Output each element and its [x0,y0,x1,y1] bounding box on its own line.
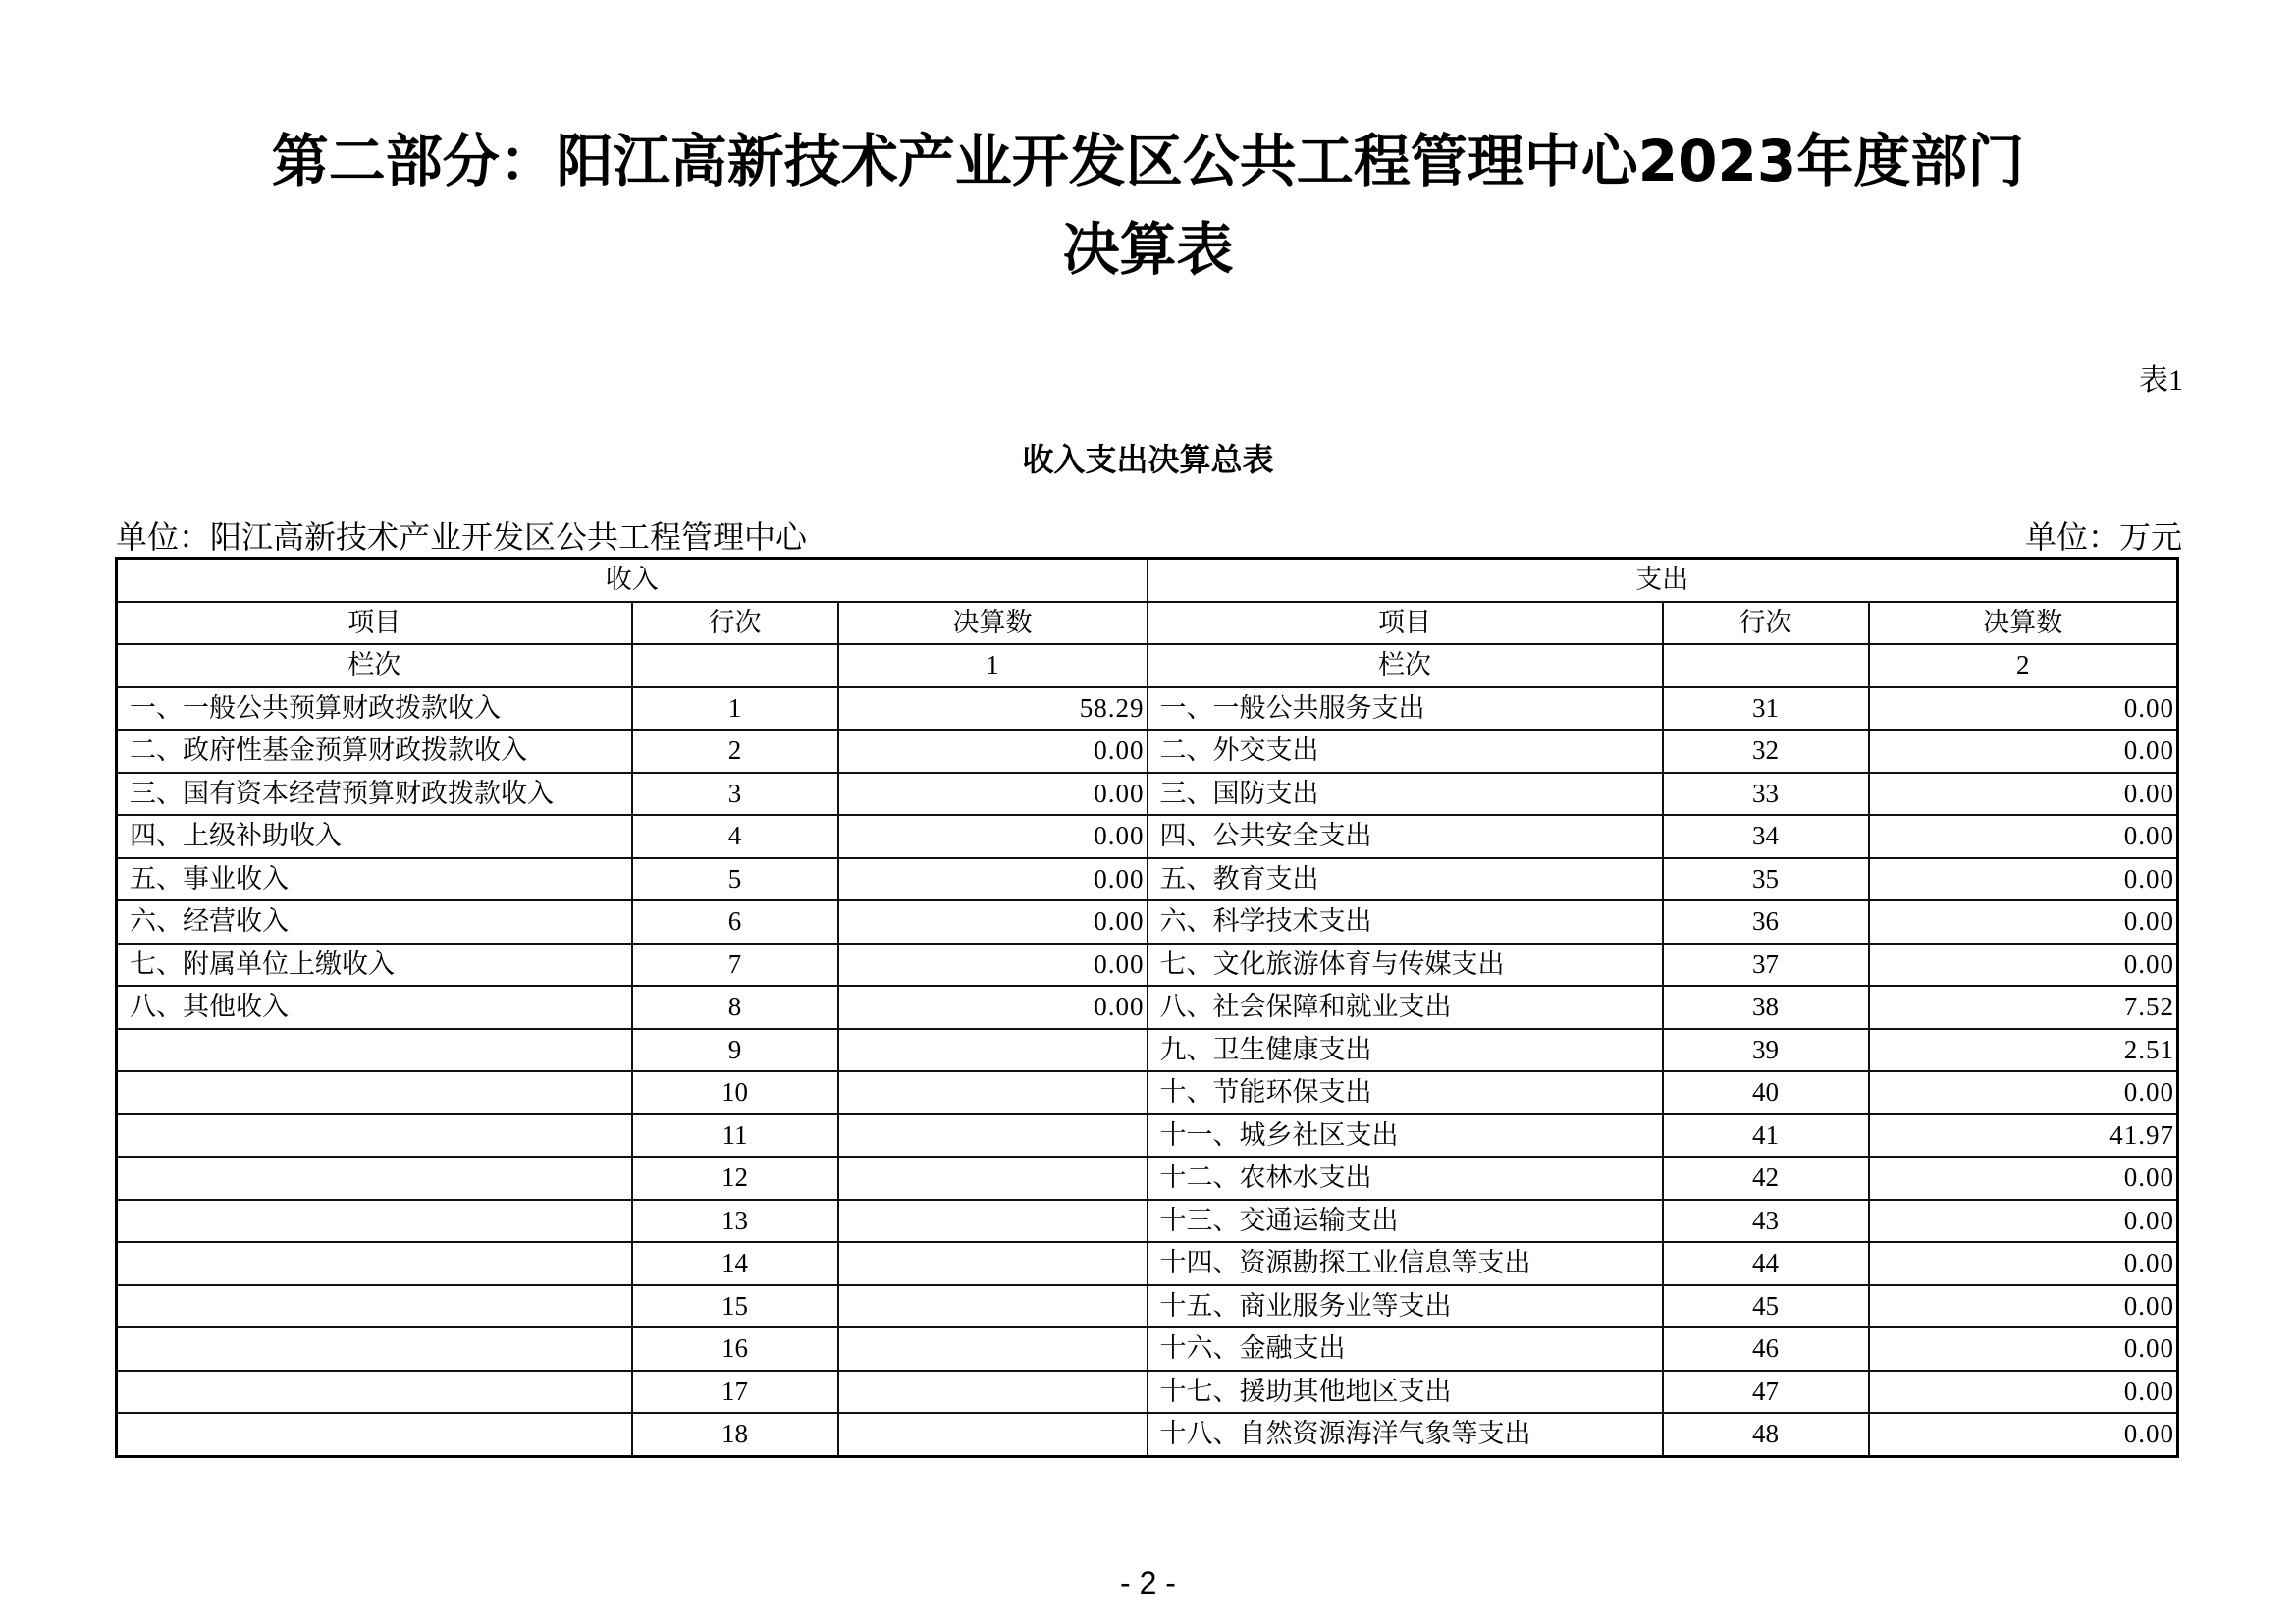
expense-amount: 0.00 [1869,773,2178,816]
expense-row-no: 43 [1663,1200,1869,1243]
income-item: 二、政府性基金预算财政拨款收入 [117,730,632,773]
table-row [117,1200,2178,1243]
table-row [117,687,2178,731]
income-amount: 0.00 [838,815,1148,858]
expense-item: 二、外交支出 [1148,730,1663,773]
expense-item: 三、国防支出 [1148,773,1663,816]
expense-row-no: 45 [1663,1285,1869,1328]
expense-index-label: 栏次 [1148,644,1663,687]
income-row-no: 18 [632,1413,838,1456]
income-amount: 58.29 [838,687,1148,731]
expense-amount: 0.00 [1869,730,2178,773]
income-amount [838,1157,1148,1200]
income-row-no-header: 行次 [632,602,838,645]
table-row [117,1114,2178,1158]
document-title: 第二部分：阳江高新技术产业开发区公共工程管理中心2023年度部门 [271,128,2025,194]
expense-row-no: 36 [1663,900,1869,944]
income-row-no: 4 [632,815,838,858]
expense-amount: 7.52 [1869,986,2178,1029]
expense-row-no: 34 [1663,815,1869,858]
income-amount: 0.00 [838,944,1148,987]
expense-row-no: 37 [1663,944,1869,987]
income-row-no: 12 [632,1157,838,1200]
table-row [117,1327,2178,1371]
expense-item: 一、一般公共服务支出 [1148,687,1663,731]
table-row [117,858,2178,901]
table-row [117,773,2178,816]
expense-row-no: 32 [1663,730,1869,773]
expense-row-no: 40 [1663,1071,1869,1114]
income-item: 三、国有资本经营预算财政拨款收入 [117,773,632,816]
expense-item: 八、社会保障和就业支出 [1148,986,1663,1029]
expense-item: 十一、城乡社区支出 [1148,1114,1663,1158]
income-amount [838,1413,1148,1456]
income-index-empty [632,644,838,687]
table-row [117,1242,2178,1285]
table-row [117,1285,2178,1328]
expense-amount: 0.00 [1869,858,2178,901]
income-amount: 0.00 [838,730,1148,773]
table-row [117,1371,2178,1414]
page-number: - 2 - [1120,1565,1176,1600]
expense-row-no: 42 [1663,1157,1869,1200]
income-item [117,1242,632,1285]
income-row-no: 11 [632,1114,838,1158]
income-amount: 0.00 [838,858,1148,901]
income-row-no: 13 [632,1200,838,1243]
expense-amount: 0.00 [1869,1200,2178,1243]
table-row [117,815,2178,858]
expense-row-no-header: 行次 [1663,602,1869,645]
income-amount [838,1242,1148,1285]
expense-item: 十八、自然资源海洋气象等支出 [1148,1413,1663,1456]
income-expense-table [115,557,2179,1458]
table-row [117,944,2178,987]
expense-item: 十、节能环保支出 [1148,1071,1663,1114]
income-row-no: 8 [632,986,838,1029]
expense-section-header: 支出 [1148,559,2178,602]
expense-item: 十二、农林水支出 [1148,1157,1663,1200]
expense-item-header: 项目 [1148,602,1663,645]
currency-unit: 单位：万元 [2024,519,2182,555]
income-amount [838,1071,1148,1114]
income-item [117,1327,632,1371]
expense-row-no: 44 [1663,1242,1869,1285]
expense-row-no: 33 [1663,773,1869,816]
income-amount [838,1114,1148,1158]
expense-amount: 0.00 [1869,1371,2178,1414]
income-item [117,1114,632,1158]
income-item: 六、经营收入 [117,900,632,944]
expense-amount: 2.51 [1869,1029,2178,1072]
income-item: 四、上级补助收入 [117,815,632,858]
table-row [117,1029,2178,1072]
table-row [117,1071,2178,1114]
expense-amount: 0.00 [1869,1242,2178,1285]
section-header-row [117,559,2178,602]
table-number: 表1 [2139,364,2183,397]
income-item [117,1413,632,1456]
income-item: 七、附属单位上缴收入 [117,944,632,987]
income-item: 八、其他收入 [117,986,632,1029]
income-row-no: 16 [632,1327,838,1371]
expense-amount: 0.00 [1869,1285,2178,1328]
expense-item: 七、文化旅游体育与传媒支出 [1148,944,1663,987]
expense-item: 十六、金融支出 [1148,1327,1663,1371]
expense-item: 五、教育支出 [1148,858,1663,901]
income-amount [838,1200,1148,1243]
expense-index-empty [1663,644,1869,687]
income-item [117,1371,632,1414]
reporting-unit: 单位：阳江高新技术产业开发区公共工程管理中心 [116,519,808,555]
table-row [117,1157,2178,1200]
income-row-no: 7 [632,944,838,987]
income-row-no: 15 [632,1285,838,1328]
income-amount: 0.00 [838,773,1148,816]
income-row-no: 10 [632,1071,838,1114]
expense-row-no: 47 [1663,1371,1869,1414]
expense-amount: 0.00 [1869,815,2178,858]
expense-row-no: 41 [1663,1114,1869,1158]
income-item [117,1029,632,1072]
expense-amount: 0.00 [1869,1327,2178,1371]
income-item [117,1200,632,1243]
table-row [117,730,2178,773]
expense-amount: 0.00 [1869,900,2178,944]
table-caption: 收入支出决算总表 [1022,441,1274,478]
table-row [117,1413,2178,1456]
expense-index-number: 2 [1869,644,2178,687]
income-item: 一、一般公共预算财政拨款收入 [117,687,632,731]
income-item [117,1071,632,1114]
income-section-header: 收入 [117,559,1148,602]
expense-row-no: 35 [1663,858,1869,901]
income-row-no: 2 [632,730,838,773]
expense-item: 六、科学技术支出 [1148,900,1663,944]
table-row [117,986,2178,1029]
table-row [117,900,2178,944]
income-amount: 0.00 [838,900,1148,944]
income-row-no: 1 [632,687,838,731]
expense-amount: 0.00 [1869,687,2178,731]
income-item: 五、事业收入 [117,858,632,901]
column-header-row [117,602,2178,645]
income-amount-header: 决算数 [838,602,1148,645]
expense-amount: 0.00 [1869,1413,2178,1456]
expense-amount-header: 决算数 [1869,602,2178,645]
expense-row-no: 38 [1663,986,1869,1029]
expense-amount: 0.00 [1869,1157,2178,1200]
income-row-no: 5 [632,858,838,901]
income-amount: 0.00 [838,986,1148,1029]
expense-row-no: 48 [1663,1413,1869,1456]
income-amount [838,1371,1148,1414]
expense-row-no: 46 [1663,1327,1869,1371]
income-row-no: 14 [632,1242,838,1285]
income-row-no: 6 [632,900,838,944]
expense-row-no: 31 [1663,687,1869,731]
expense-item: 十五、商业服务业等支出 [1148,1285,1663,1328]
income-row-no: 3 [632,773,838,816]
expense-item: 十三、交通运输支出 [1148,1200,1663,1243]
income-index-label: 栏次 [117,644,632,687]
expense-amount: 41.97 [1869,1114,2178,1158]
expense-amount: 0.00 [1869,1071,2178,1114]
income-item [117,1157,632,1200]
expense-amount: 0.00 [1869,944,2178,987]
income-amount [838,1029,1148,1072]
income-item [117,1285,632,1328]
income-amount [838,1327,1148,1371]
column-index-row [117,644,2178,687]
income-item-header: 项目 [117,602,632,645]
document-title-continued: 决算表 [1062,216,1234,283]
income-row-no: 9 [632,1029,838,1072]
expense-item: 十四、资源勘探工业信息等支出 [1148,1242,1663,1285]
expense-item: 十七、援助其他地区支出 [1148,1371,1663,1414]
expense-item: 九、卫生健康支出 [1148,1029,1663,1072]
income-index-number: 1 [838,644,1148,687]
expense-item: 四、公共安全支出 [1148,815,1663,858]
expense-row-no: 39 [1663,1029,1869,1072]
income-row-no: 17 [632,1371,838,1414]
income-amount [838,1285,1148,1328]
